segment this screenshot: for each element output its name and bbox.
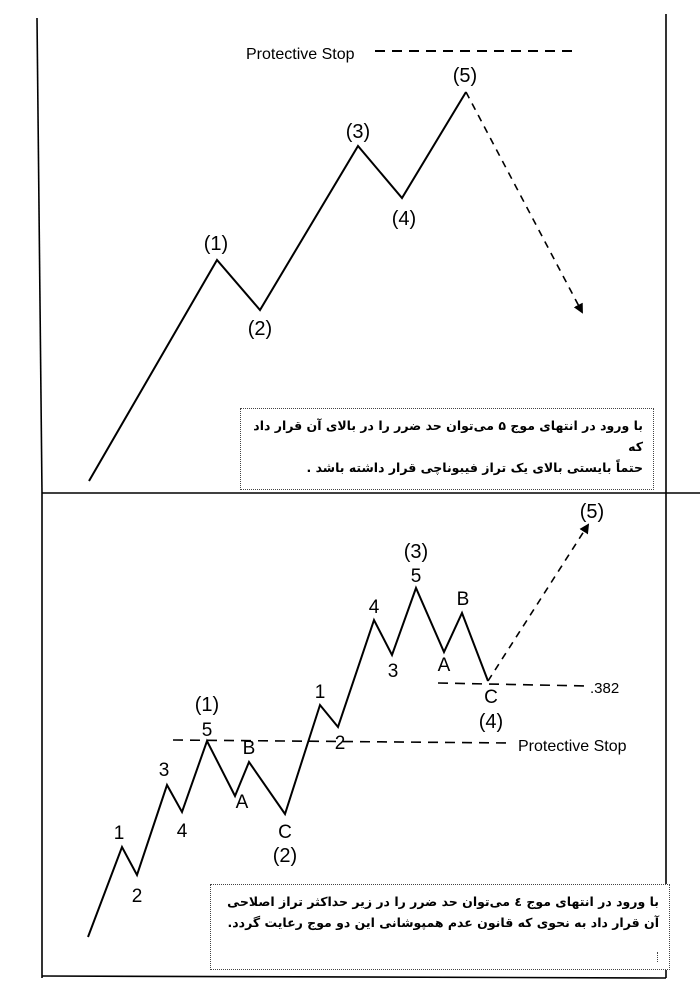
bottom-sub-3-1: 1 <box>314 682 326 703</box>
top-wave-label-2: (2) <box>247 318 273 340</box>
top-wave-label-5: (5) <box>452 65 478 87</box>
bottom-sub-2-b: B <box>242 738 256 759</box>
bottom-stop-label: Protective Stop <box>518 738 627 755</box>
bottom-wave-label-5: (5) <box>579 501 605 523</box>
bottom-sub-2-c: C <box>278 822 292 843</box>
bottom-sub-4-b: B <box>456 589 470 610</box>
bottom-note-box <box>210 884 670 970</box>
top-note-line-2: حتماً بایستی بالای یک تراز فیبوناچی قرار داشته باشد . <box>306 460 643 475</box>
top-note-line-1: با ورود در انتهای موج ۵ می‌توان حد ضرر را در بالای آن قرار داد که <box>253 418 643 454</box>
top-wave-label-3: (3) <box>345 121 371 143</box>
note-corner-mark <box>657 952 664 962</box>
bottom-wave-label-3: (3) <box>403 541 429 563</box>
bottom-projection-arrow <box>488 525 588 681</box>
bottom-wave-label-2: (2) <box>272 845 298 867</box>
bottom-sub-1-2: 2 <box>131 886 143 907</box>
bottom-sub-1-4: 4 <box>176 821 188 842</box>
frame-left-top <box>37 18 42 493</box>
bottom-sub-1-3: 3 <box>158 760 170 781</box>
bottom-note-line-2: آن قرار داد به نحوی که قانون عدم همپوشانی این دو موج رعایت گردد. <box>227 915 659 930</box>
bottom-sub-1-5: 5 <box>201 720 213 741</box>
top-wave-label-4: (4) <box>391 208 417 230</box>
bottom-wave-label-1: (1) <box>194 694 220 716</box>
top-note-box <box>240 408 654 490</box>
bottom-sub-3-5: 5 <box>410 566 422 587</box>
bottom-note-line-1: با ورود در انتهای موج ٤ می‌توان حد ضرر را در زیر حداکثر تراز اصلاحی <box>227 894 659 909</box>
bottom-sub-3-4: 4 <box>368 597 380 618</box>
bottom-sub-4-a: A <box>437 655 451 676</box>
bottom-fib-label: .382 <box>590 680 620 697</box>
bottom-wave-label-4: (4) <box>478 711 504 733</box>
bottom-sub-3-2: 2 <box>334 733 346 754</box>
bottom-sub-1-1: 1 <box>113 823 125 844</box>
top-stop-label: Protective Stop <box>246 46 355 63</box>
bottom-sub-4-c: C <box>484 687 498 708</box>
frame-bottom <box>42 976 666 978</box>
bottom-panel <box>88 501 627 937</box>
bottom-fib-line <box>438 683 588 686</box>
bottom-sub-3-3: 3 <box>387 661 399 682</box>
top-wave-label-1: (1) <box>203 233 229 255</box>
bottom-sub-2-a: A <box>235 792 249 813</box>
top-projection-arrow <box>466 92 582 312</box>
